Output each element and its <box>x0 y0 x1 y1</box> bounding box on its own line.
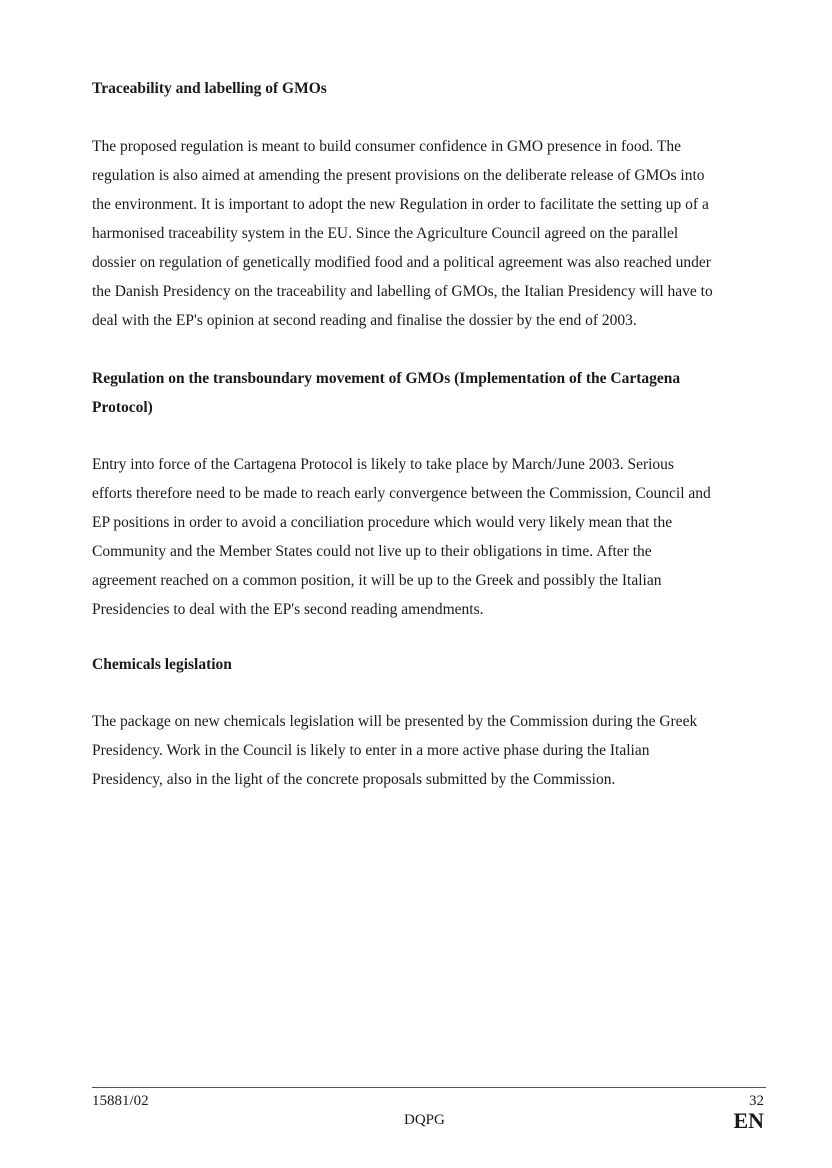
section-heading-chemicals: Chemicals legislation <box>92 656 232 673</box>
section-heading-traceability: Traceability and labelling of GMOs <box>92 80 327 97</box>
paragraph-line: deal with the EP's opinion at second reading and finalise the dossier by the end of 2003. <box>92 312 637 329</box>
paragraph-line: the Danish Presidency on the traceability and labelling of GMOs, the Italian Presidency will have to <box>92 283 713 300</box>
paragraph-line: the environment. It is important to adopt the new Regulation in order to facilitate the setting up of a <box>92 196 709 213</box>
paragraph-line: agreement reached on a common position, it will be up to the Greek and possibly the Italian <box>92 572 662 589</box>
paragraph-line: Presidency, also in the light of the concrete proposals submitted by the Commission. <box>92 771 616 788</box>
paragraph-line: Presidency. Work in the Council is likely to enter in a more active phase during the Italian <box>92 742 650 759</box>
paragraph-line: Presidencies to deal with the EP's second reading amendments. <box>92 601 484 618</box>
section-heading-transboundary <box>92 364 772 422</box>
paragraph-chemicals <box>92 707 772 794</box>
footer-divider <box>92 1087 766 1088</box>
paragraph-line: regulation is also aimed at amending the present provisions on the deliberate release of GMOs into <box>92 167 705 184</box>
paragraph-line: harmonised traceability system in the EU. Since the Agriculture Council agreed on the parallel <box>92 225 679 242</box>
paragraph-traceability <box>92 132 772 335</box>
footer-document-reference: 15881/02 <box>92 1093 149 1109</box>
paragraph-cartagena <box>92 450 772 624</box>
paragraph-line: EP positions in order to avoid a conciliation procedure which would very likely mean that the <box>92 514 673 531</box>
footer-department-code: DQPG <box>404 1112 445 1128</box>
paragraph-line: dossier on regulation of genetically modified food and a political agreement was also reached under <box>92 254 711 271</box>
heading-line: Regulation on the transboundary movement of GMOs (Implementation of the Cartagena <box>92 370 681 387</box>
paragraph-line: efforts therefore need to be made to reach early convergence between the Commission, Council and <box>92 485 711 502</box>
paragraph-line: Entry into force of the Cartagena Protocol is likely to take place by March/June 2003. Serious <box>92 456 674 473</box>
paragraph-line: The proposed regulation is meant to build consumer confidence in GMO presence in food. The <box>92 138 681 155</box>
footer-page-number: 32 <box>749 1093 764 1109</box>
heading-line: Protocol) <box>92 399 153 416</box>
footer-language-code: EN <box>733 1108 764 1133</box>
paragraph-line: The package on new chemicals legislation will be presented by the Commission during the Greek <box>92 713 698 730</box>
paragraph-line: Community and the Member States could not live up to their obligations in time. After the <box>92 543 652 560</box>
